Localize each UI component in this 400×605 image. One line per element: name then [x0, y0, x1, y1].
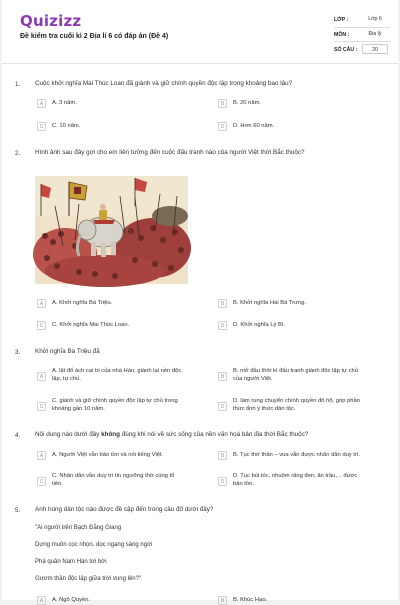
option-letter-box[interactable]: B	[218, 299, 227, 308]
option-a[interactable]: A. 3 năm.	[52, 100, 77, 106]
question-text: Anh hùng dân tộc nào được đề cập đến trong câu đố dưới đây?	[35, 506, 214, 513]
question-text-part: Nội dung nào dưới đây	[35, 431, 102, 438]
question-text: Cuộc khởi nghĩa Mai Thúc Loan đã giành và giữ chính quyền độc lập trong khoảng bao lâu?	[35, 80, 293, 87]
historical-battle-illustration	[35, 176, 188, 284]
option-c-line2[interactable]: tiên.	[52, 481, 63, 487]
option-a[interactable]: A. Khởi nghĩa Bà Triệu.	[52, 300, 113, 306]
riddle-line: Phá quân Nam Hán tơi bời	[35, 559, 107, 565]
option-b-line1[interactable]: B. Tục thờ thần – vua vẫn được nhân dân duy trì.	[233, 452, 361, 458]
option-letter-box[interactable]: A	[37, 372, 46, 381]
option-letter-box[interactable]: B	[218, 372, 227, 381]
riddle-line: "Ai người trên Bạch Đằng Giang	[35, 525, 122, 531]
riddle-line: Dựng muôn cọc nhọn, dọc ngang sáng ngời	[35, 542, 153, 548]
option-letter-box[interactable]: D	[218, 477, 227, 486]
meta-label-class: LỚP :	[334, 17, 349, 23]
option-c-line1[interactable]: C. Nhân dân vẫn duy trì tín ngưỡng thờ cúng tổ	[52, 473, 175, 479]
question-number: 1.	[15, 81, 21, 88]
page-title: Đề kiểm tra cuối kì 2 Địa lí 6 có đáp án (Đề 4)	[20, 33, 169, 40]
quizizz-logo: Quizizz	[20, 12, 82, 30]
question-number: 2.	[15, 150, 21, 157]
worksheet-page	[2, 0, 398, 604]
meta-divider	[334, 27, 390, 28]
option-c-line2[interactable]: khoảng gần 10 năm.	[52, 406, 105, 412]
option-a-line2[interactable]: lập, tự chủ.	[52, 376, 82, 382]
option-letter-box[interactable]: D	[218, 321, 227, 330]
option-a[interactable]: A. Ngô Quyền.	[52, 597, 91, 603]
meta-label-subject: MÔN :	[334, 32, 350, 38]
question-number: 4.	[15, 432, 21, 439]
option-letter-box[interactable]: C	[37, 402, 46, 411]
option-letter-box[interactable]: A	[37, 596, 46, 605]
option-b[interactable]: B. Khúc Hạo.	[233, 597, 268, 603]
question-text: Khởi nghĩa Bà Triệu đã	[35, 348, 100, 355]
option-letter-box[interactable]: A	[37, 299, 46, 308]
question-text-emphasis: không	[101, 431, 120, 438]
option-letter-box[interactable]: A	[37, 99, 46, 108]
riddle-line: Gươm thần độc lập giữa trời vung lên?"	[35, 576, 142, 582]
option-letter-box[interactable]: C	[37, 321, 46, 330]
question-text	[35, 431, 385, 439]
option-letter-box[interactable]: D	[218, 402, 227, 411]
option-d-line1[interactable]: D. Tục búi tóc, nhuộm răng đen, ăn trầu,... được	[233, 473, 358, 479]
meta-value-class: Lớp 6	[368, 16, 382, 22]
question-number: 5.	[15, 507, 21, 514]
option-d[interactable]: D. Hơn 60 năm.	[233, 123, 275, 129]
option-a-line1[interactable]: A. Người Việt vẫn bảo tồn và nói tiếng Việt.	[52, 452, 164, 458]
option-letter-box[interactable]: B	[218, 99, 227, 108]
option-c[interactable]: C. 10 năm.	[52, 123, 81, 129]
option-letter-box[interactable]: A	[37, 451, 46, 460]
question-number: 3.	[15, 349, 21, 356]
option-letter-box[interactable]: B	[218, 596, 227, 605]
option-letter-box[interactable]: C	[37, 122, 46, 131]
meta-value-subject: Địa lý	[368, 31, 382, 37]
option-c[interactable]: C. Khởi nghĩa Mai Thúc Loan.	[52, 322, 130, 328]
option-letter-box[interactable]: B	[218, 451, 227, 460]
option-letter-box[interactable]: D	[218, 122, 227, 131]
question-text: Hình ảnh sau đây gợi cho em liên tưởng đến cuộc đấu tranh nào của người Việt thời Bắc thuộc?	[35, 149, 305, 156]
option-c-line1[interactable]: C. giành và giữ chính quyền độc lập tự chủ trong	[52, 398, 178, 404]
meta-label-count: SỐ CÂU :	[334, 47, 358, 53]
header-divider	[2, 63, 398, 64]
option-letter-box[interactable]: C	[37, 477, 46, 486]
option-d[interactable]: D. Khởi nghĩa Lý Bí.	[233, 322, 286, 328]
option-d-line1[interactable]: D. làm rung chuyển chính quyền đô hộ, góp phần	[233, 398, 360, 404]
question-text-part: đúng khi nói về sức sống của nền văn hoá bản địa thời Bắc thuộc?	[120, 431, 309, 438]
option-b-line1[interactable]: B. mở đầu thời kì đấu tranh giành độc lập tự chủ	[233, 368, 358, 374]
option-a-line1[interactable]: A. lật đổ ách cai trị của nhà Hán, giành lại nền độc	[52, 368, 182, 374]
option-b[interactable]: B. Khởi nghĩa Hai Bà Trưng.	[233, 300, 307, 306]
option-d-line2[interactable]: thức tỉnh ý thức dân tộc.	[233, 406, 296, 412]
option-b-line2[interactable]: của người Việt.	[233, 376, 273, 382]
meta-value-count: 20	[362, 44, 388, 54]
option-b[interactable]: B. 20 năm.	[233, 100, 262, 106]
option-d-line2[interactable]: bảo tồn.	[233, 481, 254, 487]
meta-divider	[334, 41, 390, 42]
